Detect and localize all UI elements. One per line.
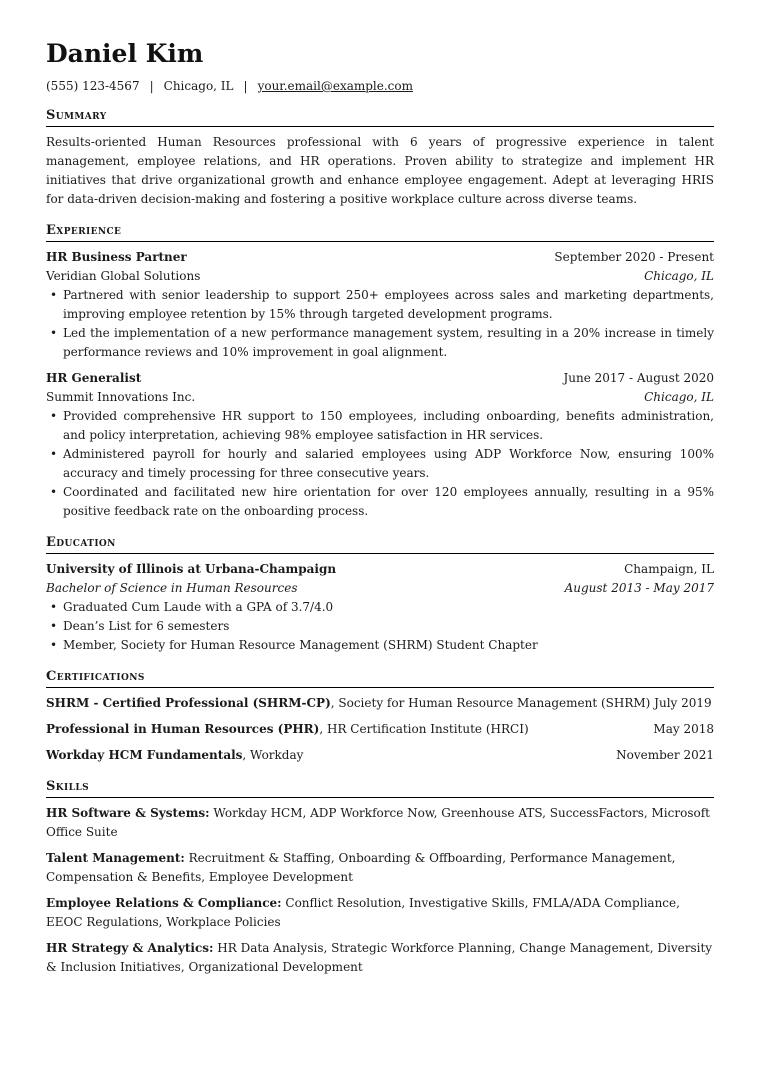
resume-page: [46, 40, 714, 977]
job-entry: [46, 248, 714, 362]
job-company: Summit Innovations Inc.: [46, 390, 196, 404]
summary-text: Results-oriented Human Resources professional with 6 years of progressive experience in talent management, employee relations, and HR operations. Proven ability to strategize and implement HR initiatives that drive organizational growth and enhance employee engagement. Adept at leveraging HRIS for data-driven decision-making and fostering a positive workplace culture across diverse teams.: [46, 135, 714, 206]
school-location: Champaign, IL: [624, 562, 714, 576]
skill-label: HR Software & Systems:: [46, 806, 210, 820]
certification-item: [46, 694, 714, 713]
section-title-experience: Experience: [46, 223, 714, 242]
certification-item: [46, 746, 714, 765]
skill-label: Talent Management:: [46, 851, 185, 865]
bullet-item: • Led the implementation of a new performance management system, resulting in a 20% increase in timely performance reviews and 10% improvement in goal alignment.: [46, 324, 714, 362]
skill-text: Conflict Resolution, Investigative Skills, FMLA/ADA Compliance, EEOC Regulations, Workplace Policies: [46, 896, 680, 929]
phone-number: (555) 123-4567: [46, 79, 140, 93]
certification-issuer: , Society for Human Resource Management (SHRM) July 2019: [330, 696, 712, 710]
certifications-section: [46, 669, 714, 765]
bullet-item: • Dean’s List for 6 semesters: [46, 617, 714, 636]
skill-group: [46, 894, 714, 932]
contact-separator: |: [243, 79, 248, 93]
job-role: HR Generalist: [46, 371, 142, 385]
education-bullets: [46, 598, 714, 655]
summary-section: [46, 108, 714, 209]
certification-date: November 2021: [616, 748, 714, 762]
section-title-skills: Skills: [46, 779, 714, 798]
section-title-summary: Summary: [46, 108, 714, 127]
certification-name: Workday HCM Fundamentals: [46, 748, 243, 762]
skill-label: HR Strategy & Analytics:: [46, 941, 214, 955]
bullet-item: • Member, Society for Human Resource Management (SHRM) Student Chapter: [46, 636, 714, 655]
job-bullets: [46, 407, 714, 521]
certification-item: [46, 720, 714, 739]
certification-issuer: , HR Certification Institute (HRCI): [319, 722, 529, 736]
section-title-education: Education: [46, 535, 714, 554]
job-entry: [46, 369, 714, 521]
job-location: Chicago, IL: [644, 269, 714, 283]
skill-text: HR Data Analysis, Strategic Workforce Planning, Change Management, Diversity & Inclusion Initiatives, Organizational Development: [46, 941, 713, 974]
skill-group: [46, 804, 714, 842]
experience-section: [46, 223, 714, 521]
job-company: Veridian Global Solutions: [46, 269, 201, 283]
job-dates: September 2020 - Present: [554, 250, 714, 264]
skills-section: [46, 779, 714, 977]
education-dates: August 2013 - May 2017: [564, 581, 714, 595]
bullet-item: • Coordinated and facilitated new hire orientation for over 120 employees annually, resulting in a 95% positive feedback rate on the onboarding process.: [46, 483, 714, 521]
skill-group: [46, 849, 714, 887]
bullet-item: • Partnered with senior leadership to support 250+ employees across sales and marketing departments, improving employee retention by 15% through targeted development programs.: [46, 286, 714, 324]
job-role: HR Business Partner: [46, 250, 187, 264]
certification-name: Professional in Human Resources (PHR): [46, 722, 320, 736]
job-bullets: [46, 286, 714, 362]
skill-text: Workday HCM, ADP Workforce Now, Greenhouse ATS, SuccessFactors, Microsoft Office Suite: [46, 806, 710, 839]
certification-date: May 2018: [653, 722, 714, 736]
job-dates: June 2017 - August 2020: [563, 371, 714, 385]
education-section: [46, 535, 714, 655]
email-link[interactable]: your.email@example.com: [257, 79, 413, 93]
candidate-name: Daniel Kim: [46, 39, 204, 68]
skill-label: Employee Relations & Compliance:: [46, 896, 282, 910]
bullet-item: • Administered payroll for hourly and salaried employees using ADP Workforce Now, ensuring 100% accuracy and timely processing for three consecutive years.: [46, 445, 714, 483]
degree: Bachelor of Science in Human Resources: [46, 581, 298, 595]
bullet-item: • Provided comprehensive HR support to 150 employees, including onboarding, benefits administration, and policy interpretation, achieving 98% employee satisfaction in HR services.: [46, 407, 714, 445]
certification-issuer: , Workday: [242, 748, 304, 762]
skill-text: Recruitment & Staffing, Onboarding & Offboarding, Performance Management, Compensation & Benefits, Employee Development: [46, 851, 676, 884]
location: Chicago, IL: [163, 79, 234, 93]
section-title-certifications: Certifications: [46, 669, 714, 688]
bullet-item: • Graduated Cum Laude with a GPA of 3.7/4.0: [46, 598, 714, 617]
skill-group: [46, 939, 714, 977]
school-name: University of Illinois at Urbana-Champaign: [46, 562, 337, 576]
contact-separator: |: [149, 79, 154, 93]
certification-name: SHRM - Certified Professional (SHRM-CP): [46, 696, 331, 710]
job-location: Chicago, IL: [644, 390, 714, 404]
contact-line: [46, 78, 714, 94]
